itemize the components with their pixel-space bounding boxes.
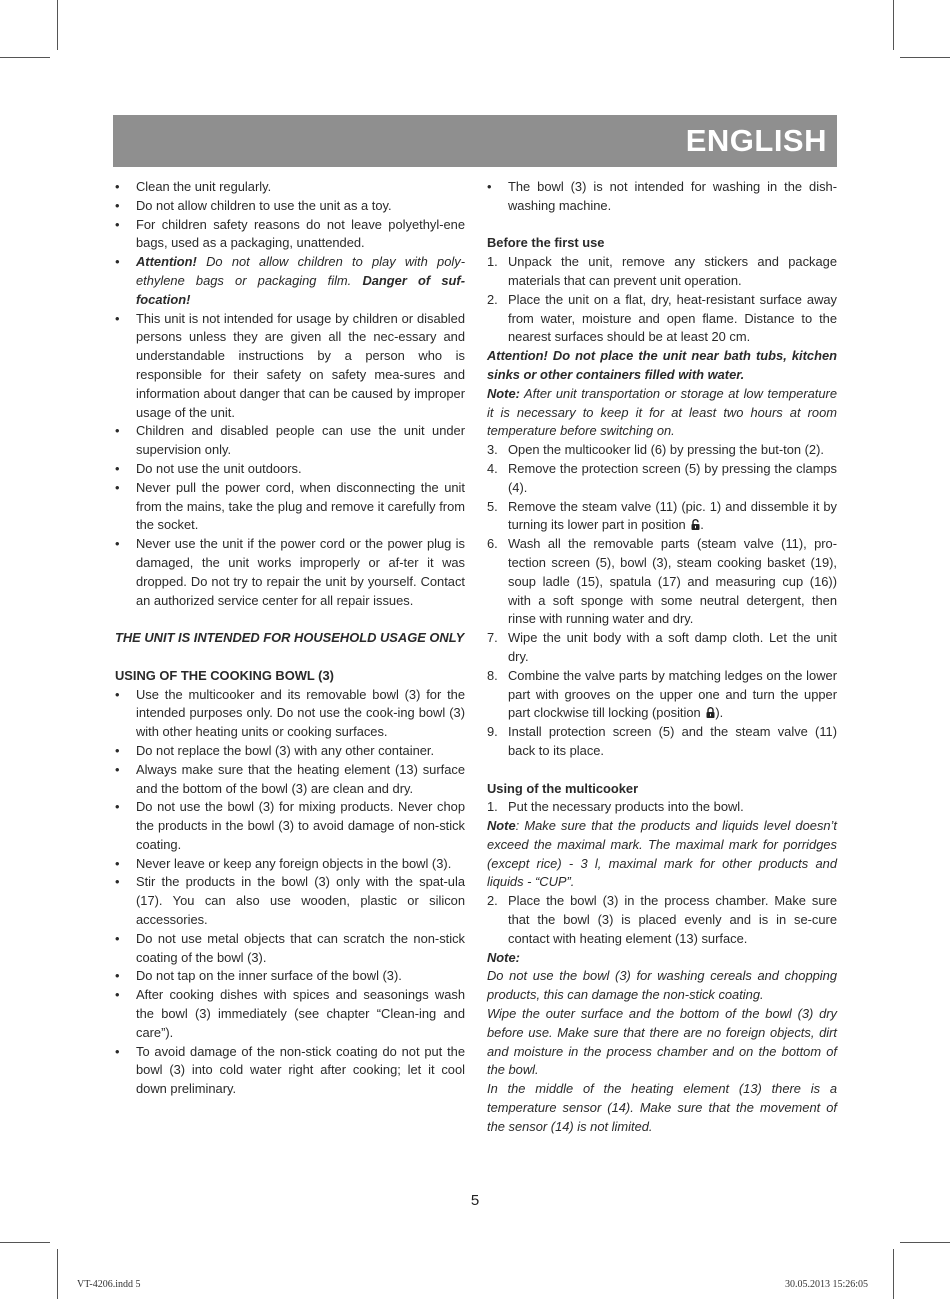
crop-mark: [893, 1249, 894, 1299]
language-header-bar: [113, 115, 837, 167]
list-item: • After cooking dishes with spices and seasonings wash the bowl (3) immediately (see chapter “Clean-ing and care”).: [115, 986, 465, 1042]
footer-filename: VT-4206.indd 5: [77, 1279, 141, 1290]
list-item: • Do not use the bowl (3) for mixing products. Never chop the products in the bowl (3) to avoid damage of non-stick coating.: [115, 798, 465, 854]
attention-bath-warning: Attention! Do not place the unit near bath tubs, kitchen sinks or other containers filled with water.: [487, 348, 837, 382]
list-item: • Do not use the unit outdoors.: [115, 460, 465, 479]
lock-icon: [706, 707, 715, 718]
step-item: 2. Place the unit on a flat, dry, heat-resistant surface away from water, moisture and open flame. Distance to the nearest surfaces should be at least 20 cm.: [487, 291, 837, 345]
footer-timestamp: 30.05.2013 15:26:05: [784, 1279, 868, 1290]
note-transport: Note: After unit transportation or storage at low temperature it is necessary to keep it for at least two hours at room temperature before switching on.: [487, 385, 837, 439]
list-item: • Do not allow children to use the unit as a toy.: [115, 197, 465, 216]
list-item: • Children and disabled people can use the unit under supervision only.: [115, 422, 465, 460]
step-item: 8. Combine the valve parts by matching ledges on the lower part with grooves on the upper one and turn the upper part clockwise till locking (position ).: [487, 667, 837, 721]
list-item: • Do not tap on the inner surface of the bowl (3).: [115, 967, 465, 986]
list-item: • Do not use metal objects that can scratch the non-stick coating of the bowl (3).: [115, 930, 465, 968]
left-column: [115, 178, 465, 1099]
step-item: 5. Remove the steam valve (11) (pic. 1) and dissemble it by turning its lower part in position .: [487, 498, 837, 533]
crop-mark: [893, 0, 894, 50]
attention-item: [115, 253, 465, 309]
note-max-level: Note: Make sure that the products and liquids level doesn’t exceed the maximal mark. The maximal mark for porridges (except rice) - 3 l, maximal mark for other products and liquids - “CUP”.: [487, 818, 837, 890]
list-item: • Do not replace the bowl (3) with any other container.: [115, 742, 465, 761]
note-label: Note:: [487, 949, 520, 965]
crop-mark: [0, 57, 50, 58]
list-item: • The bowl (3) is not intended for washing in the dish-washing machine.: [487, 178, 837, 216]
step-item: 1. Put the necessary products into the bowl.: [487, 799, 744, 815]
language-title: ENGLISH: [685, 123, 827, 158]
list-item: • To avoid damage of the non-stick coating do not put the bowl (3) into cold water right after cooking; let it cool down preliminary.: [115, 1043, 465, 1099]
section-heading-using: Using of the multicooker: [487, 780, 639, 796]
danger-text: Danger of suf-focation!: [136, 272, 465, 307]
step-item: 3. Open the multicooker lid (6) by pressing the but-ton (2).: [487, 442, 824, 458]
list-item: • For children safety reasons do not leave polyethyl-ene bags, used as a packaging, unattended.: [115, 216, 465, 254]
crop-mark: [900, 57, 950, 58]
list-item: • Never use the unit if the power cord or the power plug is damaged, the unit works improperly or af-ter it was dropped. Do not try to repair the unit by yourself. Contact an authorized service center for all repair issues.: [115, 535, 465, 610]
crop-mark: [900, 1242, 950, 1243]
unlock-icon: [691, 519, 700, 530]
list-item: • Stir the products in the bowl (3) only with the spat-ula (17). You can also use wooden, plastic or silicon accessories.: [115, 873, 465, 929]
list-item: • Never pull the power cord, when disconnecting the unit from the mains, take the plug and remove it carefully from the socket.: [115, 479, 465, 535]
household-notice: THE UNIT IS INTENDED FOR HOUSEHOLD USAGE ONLY: [115, 630, 465, 646]
attention-text: Do not allow children to play with poly-ethylene bags or packaging film.: [136, 254, 465, 288]
list-item: • This unit is not intended for usage by children or disabled persons unless they are given all the nec-essary and understandable instructions by a person who is responsible for their safety on safety mea-sures and information about danger that can be caused by improper usage of the unit.: [115, 310, 465, 423]
section-heading-bowl: USING OF THE COOKING BOWL (3): [115, 667, 334, 683]
attention-label: Attention!: [136, 254, 197, 270]
step-item: 2. Place the bowl (3) in the process chamber. Make sure that the bowl (3) is placed evenly and is in se-cure contact with heating element (13) surface.: [487, 893, 837, 946]
crop-mark: [0, 1242, 50, 1243]
note-paragraph: In the middle of the heating element (13) there is a temperature sensor (14). Make sure that the movement of the sensor (14) is not limited.: [487, 1081, 837, 1134]
list-item: • Use the multicooker and its removable bowl (3) for the intended purposes only. Do not use the cook-ing bowl (3) with other heating units or cooking surfaces.: [115, 686, 465, 742]
step-item: 7. Wipe the unit body with a soft damp cloth. Let the unit dry.: [487, 630, 837, 664]
list-item: • Always make sure that the heating element (13) surface and the bottom of the bowl (3) are clean and dry.: [115, 761, 465, 799]
crop-mark: [57, 1249, 58, 1299]
list-item: • Clean the unit regularly.: [115, 178, 465, 197]
section-heading-first-use: Before the first use: [487, 235, 605, 251]
page-number: 5: [470, 1192, 480, 1209]
crop-mark: [57, 0, 58, 50]
step-item: 4. Remove the protection screen (5) by pressing the clamps (4).: [487, 460, 837, 495]
list-item: • Never leave or keep any foreign objects in the bowl (3).: [115, 855, 465, 874]
note-paragraph: Do not use the bowl (3) for washing cereals and chopping products, this can damage the non-stick coating.: [487, 968, 837, 1003]
step-item: 1. Unpack the unit, remove any stickers and package materials that can prevent unit operation.: [487, 254, 837, 288]
note-paragraph: Wipe the outer surface and the bottom of the bowl (3) dry before use. Make sure that there are no foreign objects, dirt and moisture in the process chamber and on the bottom of the bowl.: [487, 1006, 837, 1078]
right-column: [487, 178, 837, 1137]
step-item: 9. Install protection screen (5) and the steam valve (11) back to its place.: [487, 724, 837, 758]
step-item: 6. Wash all the removable parts (steam valve (11), pro-tection screen (5), bowl (3), steam cooking basket (19), soup ladle (15), spatula (17) and measuring cup (16)) with a soft sponge with some neutral detergent, then rinse with running water and dry.: [487, 536, 837, 627]
